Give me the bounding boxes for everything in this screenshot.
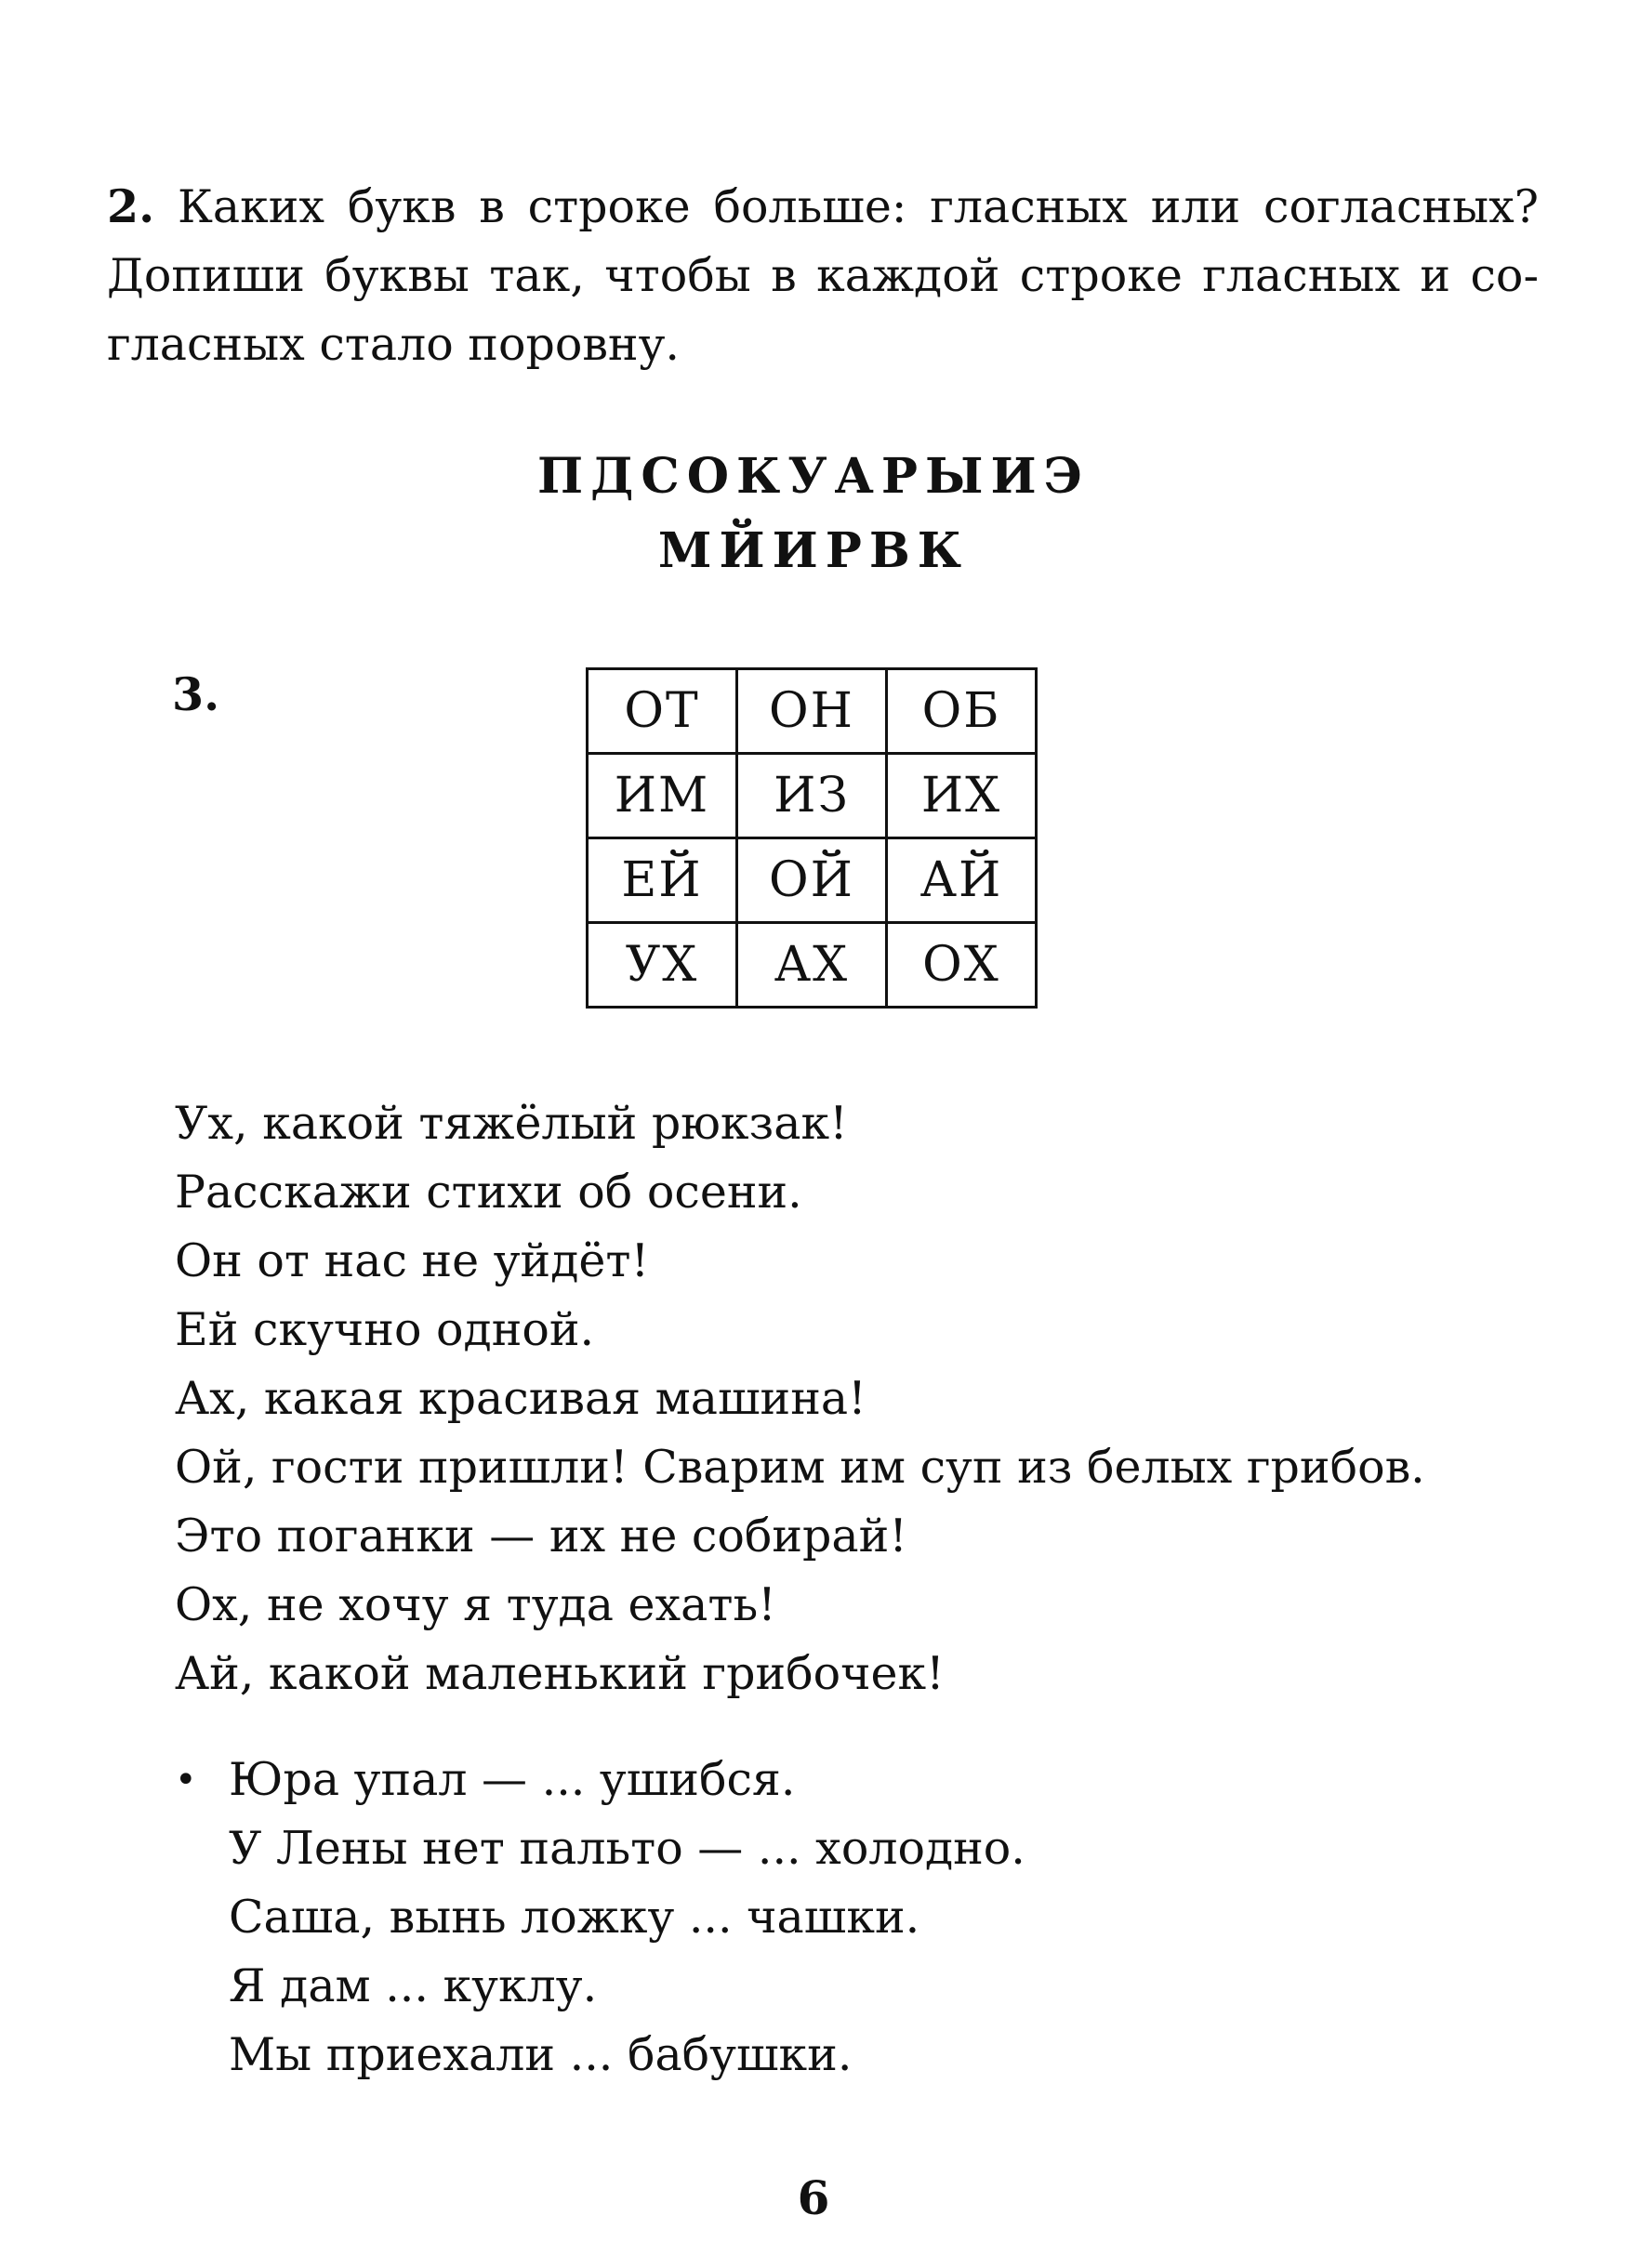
exercise-2-text: Каких букв в строке больше: гласных или согласных? Допиши буквы так, чтобы в каждой строке гласных и согласных стало поровну. xyxy=(107,180,1539,371)
page-number: 6 xyxy=(797,2170,830,2225)
sentence: Он от нас не уйдёт! xyxy=(175,1234,650,1287)
grid-cell: АХ xyxy=(737,923,887,1008)
sentence: Это поганки — их не собирай! xyxy=(175,1510,907,1563)
bullet-icon: • xyxy=(175,1759,197,1801)
grid-cell: ОН xyxy=(737,669,887,754)
fill-in-sentence: Я дам ... куклу. xyxy=(229,1959,598,2012)
grid-cell: ИХ xyxy=(887,754,1037,838)
grid-cell: АЙ xyxy=(887,838,1037,923)
fill-in-sentence: У Лены нет пальто — ... холодно. xyxy=(229,1822,1025,1875)
sentence: Расскажи стихи об осени. xyxy=(175,1166,802,1219)
grid-cell: ОТ xyxy=(588,669,737,754)
letter-line-2: МЙИРВК xyxy=(657,522,970,579)
grid-cell: ЕЙ xyxy=(588,838,737,923)
sentence: Ой, гости пришли! Сварим им суп из белых грибов. xyxy=(175,1441,1425,1494)
sentence: Ай, какой маленький грибочек! xyxy=(175,1647,945,1700)
grid-cell: ИЗ xyxy=(737,754,887,838)
sentence: Ах, какая красивая машина! xyxy=(175,1372,866,1425)
grid-row xyxy=(588,669,1037,754)
grid-cell: ОХ xyxy=(887,923,1037,1008)
grid-cell: ОБ xyxy=(887,669,1037,754)
letter-line-1: ПДСОКУАРЫИЭ xyxy=(537,448,1090,505)
grid-row xyxy=(588,838,1037,923)
sentence: Ух, какой тяжёлый рюкзак! xyxy=(175,1097,848,1150)
exercise-2-number: 2. xyxy=(107,179,155,233)
fill-in-sentence: Юра упал — ... ушибся. xyxy=(229,1753,796,1806)
sentence: Ей скучно одной. xyxy=(175,1303,595,1356)
grid-cell: УХ xyxy=(588,923,737,1008)
grid-row xyxy=(588,754,1037,838)
fill-in-sentence: Мы приехали ... бабушки. xyxy=(229,2028,853,2081)
grid-cell: ОЙ xyxy=(737,838,887,923)
exercise-3-number: 3. xyxy=(172,667,220,721)
fill-in-sentence: Саша, вынь ложку ... чашки. xyxy=(229,1891,920,1944)
grid-row xyxy=(588,923,1037,1008)
grid-cell: ИМ xyxy=(588,754,737,838)
syllable-grid xyxy=(586,667,1038,1009)
sentence-list xyxy=(175,1089,1425,1708)
exercise-2-paragraph xyxy=(107,172,1539,379)
sentence: Ох, не хочу я туда ехать! xyxy=(175,1578,776,1631)
